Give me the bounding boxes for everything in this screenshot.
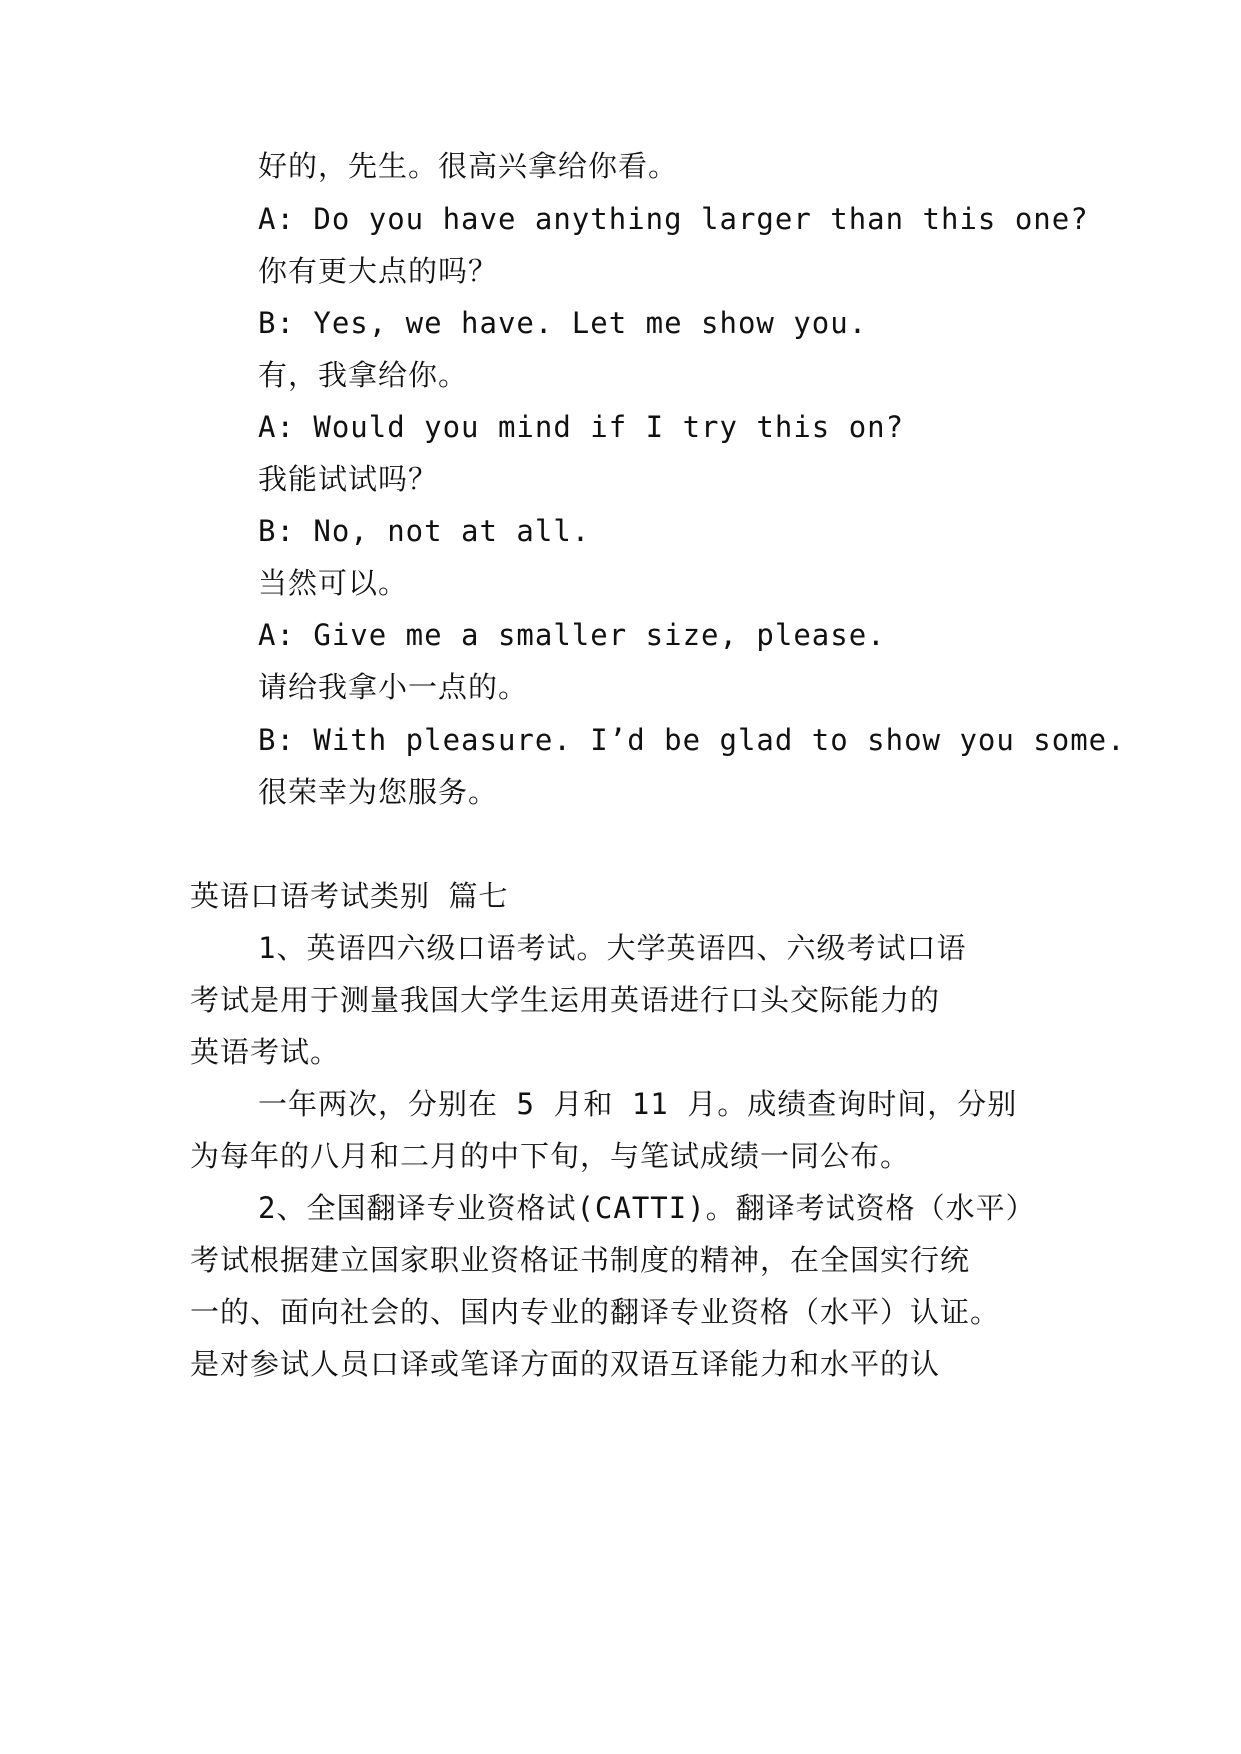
paragraph-line: 为每年的八月和二月的中下旬，与笔试成绩一同公布。 [190,1139,911,1173]
paragraph-line: 考试根据建立国家职业资格证书制度的精神，在全国实行统 [190,1243,971,1277]
dialogue-line: A: Would you mind if I try this on? [258,410,905,444]
dialogue-line: 你有更大点的吗？ [258,254,499,288]
dialogue-line: A: Do you have anything larger than this one? [258,202,1089,236]
paragraph-line: 英语考试。 [190,1035,341,1069]
dialogue-line: 请给我拿小一点的。 [258,670,529,704]
paragraph-line: 1、英语四六级口语考试。大学英语四、六级考试口语 [258,931,967,965]
dialogue-line: B: Yes, we have. Let me show you. [258,306,868,340]
dialogue-line: B: No, not at all. [258,514,591,548]
dialogue-line: A: Give me a smaller size, please. [258,618,886,652]
dialogue-line: 有，我拿给你。 [258,358,469,392]
dialogue-line: B: With pleasure. I’d be glad to show you some. [258,723,1126,757]
paragraph-line: 考试是用于测量我国大学生运用英语进行口头交际能力的 [190,983,941,1017]
paragraph-line: 一年两次，分别在 5 月和 11 月。成绩查询时间，分别 [258,1087,1018,1121]
dialogue-line: 我能试试吗？ [258,462,439,496]
paragraph-line: 一的、面向社会的、国内专业的翻译专业资格（水平）认证。 [190,1295,1001,1329]
dialogue-line: 当然可以。 [258,566,409,600]
paragraph-line: 是对参试人员口译或笔译方面的双语互译能力和水平的认 [190,1347,941,1381]
section-title: 英语口语考试类别 篇七 [190,879,509,913]
paragraph-line: 2、全国翻译专业资格试(CATTI)。翻译考试资格（水平） [258,1191,1036,1225]
dialogue-line: 很荣幸为您服务。 [258,775,499,809]
dialogue-line: 好的，先生。很高兴拿给你看。 [258,149,679,183]
